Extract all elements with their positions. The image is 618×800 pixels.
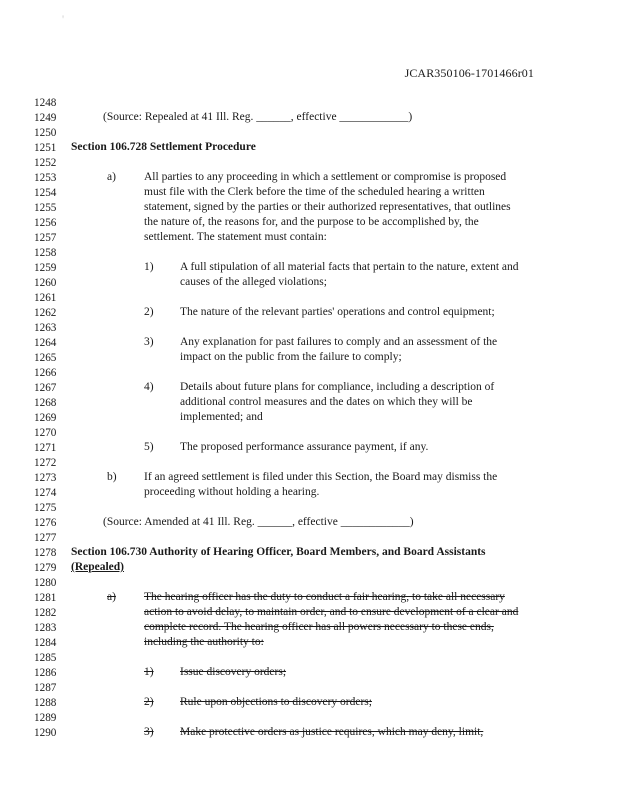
item-text-line: additional control measures and the dates on which they will be bbox=[180, 396, 473, 408]
line-number: 1283 bbox=[34, 622, 57, 634]
line-number: 1271 bbox=[34, 442, 57, 454]
item-number: 4) bbox=[144, 381, 154, 393]
item-text-line: The proposed performance assurance payment, if any. bbox=[180, 441, 429, 453]
scan-mark: ' bbox=[62, 14, 65, 26]
struck-subsection-label-a: a) bbox=[107, 591, 116, 603]
line-number: 1261 bbox=[34, 292, 57, 304]
line-number: 1280 bbox=[34, 577, 57, 589]
struck-item-text: Issue discovery orders; bbox=[180, 666, 287, 678]
struck-paragraph-line: action to avoid delay, to maintain order, and to ensure development of a clear and bbox=[144, 606, 519, 618]
item-text-line: The nature of the relevant parties' operations and control equipment; bbox=[180, 306, 495, 318]
line-number: 1248 bbox=[34, 97, 57, 109]
item-text-line: Any explanation for past failures to comply and an assessment of the bbox=[180, 336, 498, 348]
item-text-line: causes of the alleged violations; bbox=[180, 276, 327, 288]
line-number: 1266 bbox=[34, 367, 57, 379]
item-number: 1) bbox=[144, 261, 154, 273]
line-number: 1272 bbox=[34, 457, 57, 469]
line-number: 1286 bbox=[34, 667, 57, 679]
section-heading-730: Section 106.730 Authority of Hearing Officer, Board Members, and Board Assistants bbox=[71, 546, 486, 558]
line-number: 1255 bbox=[34, 202, 57, 214]
paragraph-line: proceeding without holding a hearing. bbox=[144, 486, 320, 498]
line-number: 1267 bbox=[34, 382, 57, 394]
item-text-line: implemented; and bbox=[180, 411, 263, 423]
line-number: 1279 bbox=[34, 562, 57, 574]
struck-item-text: Make protective orders as justice requires, which may deny, limit, bbox=[180, 726, 484, 738]
paragraph-line: All parties to any proceeding in which a settlement or compromise is proposed bbox=[144, 171, 507, 183]
line-number: 1277 bbox=[34, 532, 57, 544]
item-number: 2) bbox=[144, 306, 154, 318]
line-number: 1269 bbox=[34, 412, 57, 424]
subsection-label-b: b) bbox=[107, 471, 117, 483]
line-number: 1270 bbox=[34, 427, 57, 439]
line-number: 1274 bbox=[34, 487, 57, 499]
paragraph-line: statement, signed by the parties or their authorized representatives, that outlines bbox=[144, 201, 511, 213]
struck-paragraph-line: The hearing officer has the duty to conduct a fair hearing, to take all necessary bbox=[144, 591, 505, 603]
line-number: 1289 bbox=[34, 712, 57, 724]
line-number: 1264 bbox=[34, 337, 57, 349]
item-text-line: impact on the public from the failure to comply; bbox=[180, 351, 402, 363]
line-number: 1258 bbox=[34, 247, 57, 259]
struck-item-number: 2) bbox=[144, 696, 154, 708]
line-number: 1287 bbox=[34, 682, 57, 694]
paragraph-line: If an agreed settlement is filed under this Section, the Board may dismiss the bbox=[144, 471, 498, 483]
line-number: 1252 bbox=[34, 157, 57, 169]
struck-item-number: 1) bbox=[144, 666, 154, 678]
line-number: 1254 bbox=[34, 187, 57, 199]
line-number: 1263 bbox=[34, 322, 57, 334]
line-number: 1262 bbox=[34, 307, 57, 319]
line-number: 1268 bbox=[34, 397, 57, 409]
line-number: 1288 bbox=[34, 697, 57, 709]
line-number: 1284 bbox=[34, 637, 57, 649]
line-number: 1273 bbox=[34, 472, 57, 484]
paragraph-line: the nature of, the reasons for, and the purpose to be accomplished by, the bbox=[144, 216, 479, 228]
line-number: 1249 bbox=[34, 112, 57, 124]
section-heading-728: Section 106.728 Settlement Procedure bbox=[71, 141, 256, 153]
line-number: 1285 bbox=[34, 652, 57, 664]
paragraph-line: settlement. The statement must contain: bbox=[144, 231, 327, 243]
line-number: 1257 bbox=[34, 232, 57, 244]
line-number: 1282 bbox=[34, 607, 57, 619]
struck-item-text: Rule upon objections to discovery orders; bbox=[180, 696, 372, 708]
struck-paragraph-line: including the authority to: bbox=[144, 636, 264, 648]
line-number: 1251 bbox=[34, 142, 57, 154]
struck-paragraph-line: complete record. The hearing officer has all powers necessary to these ends, bbox=[144, 621, 494, 633]
subsection-label-a: a) bbox=[107, 171, 116, 183]
line-number: 1253 bbox=[34, 172, 57, 184]
paragraph-line: must file with the Clerk before the time of the scheduled hearing a written bbox=[144, 186, 485, 198]
line-number: 1256 bbox=[34, 217, 57, 229]
source-note-repealed: (Source: Repealed at 41 Ill. Reg. ______, effective ____________) bbox=[103, 111, 413, 123]
line-number: 1259 bbox=[34, 262, 57, 274]
line-number: 1281 bbox=[34, 592, 57, 604]
document-id: JCAR350106-1701466r01 bbox=[404, 66, 534, 80]
repealed-tag: (Repealed) bbox=[71, 561, 125, 573]
item-number: 5) bbox=[144, 441, 154, 453]
line-number: 1276 bbox=[34, 517, 57, 529]
line-number: 1260 bbox=[34, 277, 57, 289]
source-note-amended: (Source: Amended at 41 Ill. Reg. ______, effective ____________) bbox=[103, 516, 414, 528]
line-number: 1278 bbox=[34, 547, 57, 559]
item-text-line: Details about future plans for compliance, including a description of bbox=[180, 381, 495, 393]
line-number: 1250 bbox=[34, 127, 57, 139]
item-number: 3) bbox=[144, 336, 154, 348]
item-text-line: A full stipulation of all material facts that pertain to the nature, extent and bbox=[180, 261, 519, 273]
line-number: 1290 bbox=[34, 727, 57, 739]
line-number: 1265 bbox=[34, 352, 57, 364]
line-number: 1275 bbox=[34, 502, 57, 514]
struck-item-number: 3) bbox=[144, 726, 154, 738]
